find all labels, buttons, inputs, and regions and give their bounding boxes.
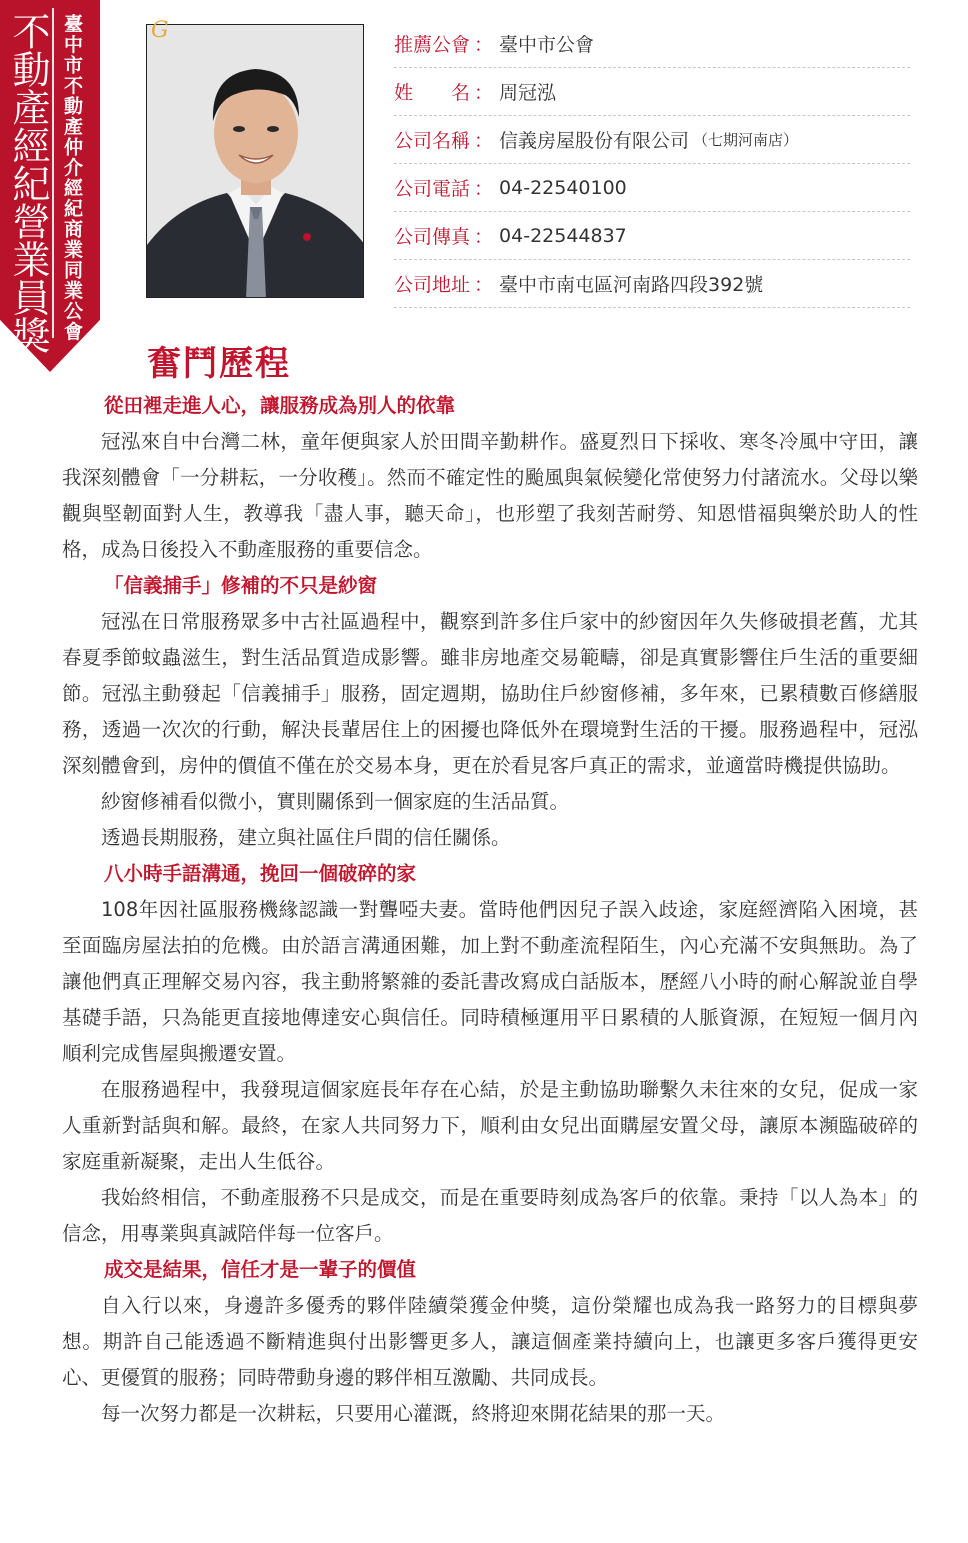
info-label: 推薦公會 [394, 34, 471, 56]
paragraph: 紗窗修補看似微小，實則關係到一個家庭的生活品質。 [101, 790, 570, 813]
info-label: 公司電話 [394, 178, 471, 200]
subheading: 「信義捕手」修補的不只是紗窗 [104, 574, 378, 597]
ribbon-divider [52, 8, 54, 338]
info-label: 姓 名 [394, 82, 471, 104]
paragraph: 在服務過程中，我發現這個家庭長年存在心結，於是主動協助聯繫久未往來的女兒，促成一家人重新對話與和解。最終，在家人共同努力下，順利由女兒出面購屋安置父母，讓原本瀕臨破碎的家庭重新凝聚，走出人生低谷。 [62, 1078, 918, 1173]
paragraph: 108年因社區服務機緣認識一對聾啞夫妻。當時他們因兒子誤入歧途，家庭經濟陷入困境，甚至面臨房屋法拍的危機。由於語言溝通困難，加上對不動產流程陌生，內心充滿不安與無助。為了讓他們真正理解交易內容，我主動將繁雜的委託書改寫成白話版本，歷經八小時的耐心解說並自學基礎手語，只為能更直接地傳達安心與信任。同時積極運用平日累積的人脈資源，在短短一個月內順利完成售屋與搬遷安置。 [62, 898, 918, 1065]
profile-info [394, 20, 910, 308]
info-value: 04-22544837 [499, 224, 627, 247]
info-label: 公司名稱 [394, 130, 471, 152]
story-content [62, 388, 918, 1432]
section-title: 奮鬥歷程 [147, 344, 291, 384]
info-colon: ： [474, 178, 494, 200]
paragraph: 冠泓在日常服務眾多中古社區過程中，觀察到許多住戶家中的紗窗因年久失修破損老舊，尤其春夏季節蚊蟲滋生，對生活品質造成影響。雖非房地產交易範疇，卻是真實影響住戶生活的重要細節。冠泓主動發起「信義捕手」服務，固定週期，協助住戶紗窗修補，多年來，已累積數百修繕服務，透過一次次的行動，解決長輩居住上的困擾也降低外在環境對生活的干擾。服務過程中，冠泓深刻體會到，房仲的價值不僅在於交易本身，更在於看見客戶真正的需求，並適當時機提供協助。 [62, 610, 918, 777]
info-colon: ： [474, 82, 494, 104]
info-colon: ： [474, 226, 494, 248]
info-row-company [394, 116, 910, 164]
info-value: 信義房屋股份有限公司 [499, 130, 690, 152]
info-row-phone [394, 164, 910, 212]
paragraph: 我始終相信，不動產服務不只是成交，而是在重要時刻成為客戶的依靠。秉持「以人為本」的信念，用專業與真誠陪伴每一位客戶。 [62, 1186, 918, 1245]
info-colon: ： [474, 274, 494, 296]
subheading: 從田裡走進人心，讓服務成為別人的依靠 [104, 394, 456, 417]
info-value: 臺中市公會 [499, 34, 595, 56]
portrait-photo [146, 24, 364, 298]
association-name: 臺中市不動產仲介經紀商業同業公會 [61, 14, 83, 342]
info-colon: ： [474, 34, 494, 56]
paragraph: 自入行以來，身邊許多優秀的夥伴陸續榮獲金仲獎，這份榮耀也成為我一路努力的目標與夢想。期許自己能透過不斷精進與付出影響更多人，讓這個產業持續向上，也讓更多客戶獲得更安心、更優質的服務；同時帶動身邊的夥伴相互激勵、共同成長。 [62, 1294, 918, 1389]
info-colon: ： [474, 130, 494, 152]
portrait-illustration [147, 25, 364, 298]
info-value: 周冠泓 [499, 82, 557, 104]
info-note: （七期河南店） [693, 131, 799, 149]
info-value: 臺中市南屯區河南路四段392號 [499, 274, 764, 296]
paragraph: 每一次努力都是一次耕耘，只要用心灌溉，終將迎來開花結果的那一天。 [101, 1402, 726, 1425]
decorative-letter: G [151, 18, 169, 43]
info-label: 公司地址 [394, 274, 471, 296]
info-label: 公司傳真 [394, 226, 471, 248]
info-value: 04-22540100 [499, 176, 627, 199]
paragraph: 冠泓來自中台灣二林，童年便與家人於田間辛勤耕作。盛夏烈日下採收、寒冬冷風中守田，讓我深刻體會「一分耕耘，一分收穫」。然而不確定性的颱風與氣候變化常使努力付諸流水。父母以樂觀與堅韌面對人生，教導我「盡人事，聽天命」，也形塑了我刻苦耐勞、知恩惜福與樂於助人的性格，成為日後投入不動產服務的重要信念。 [62, 430, 918, 561]
subheading: 成交是結果，信任才是一輩子的價值 [104, 1258, 417, 1281]
info-row-association [394, 20, 910, 68]
info-row-fax [394, 212, 910, 260]
award-title: 不動產經紀營業員獎 [6, 12, 50, 354]
paragraph: 透過長期服務，建立與社區住戶間的信任關係。 [101, 826, 511, 849]
info-row-address [394, 260, 910, 308]
subheading: 八小時手語溝通，挽回一個破碎的家 [104, 862, 417, 885]
info-row-name [394, 68, 910, 116]
